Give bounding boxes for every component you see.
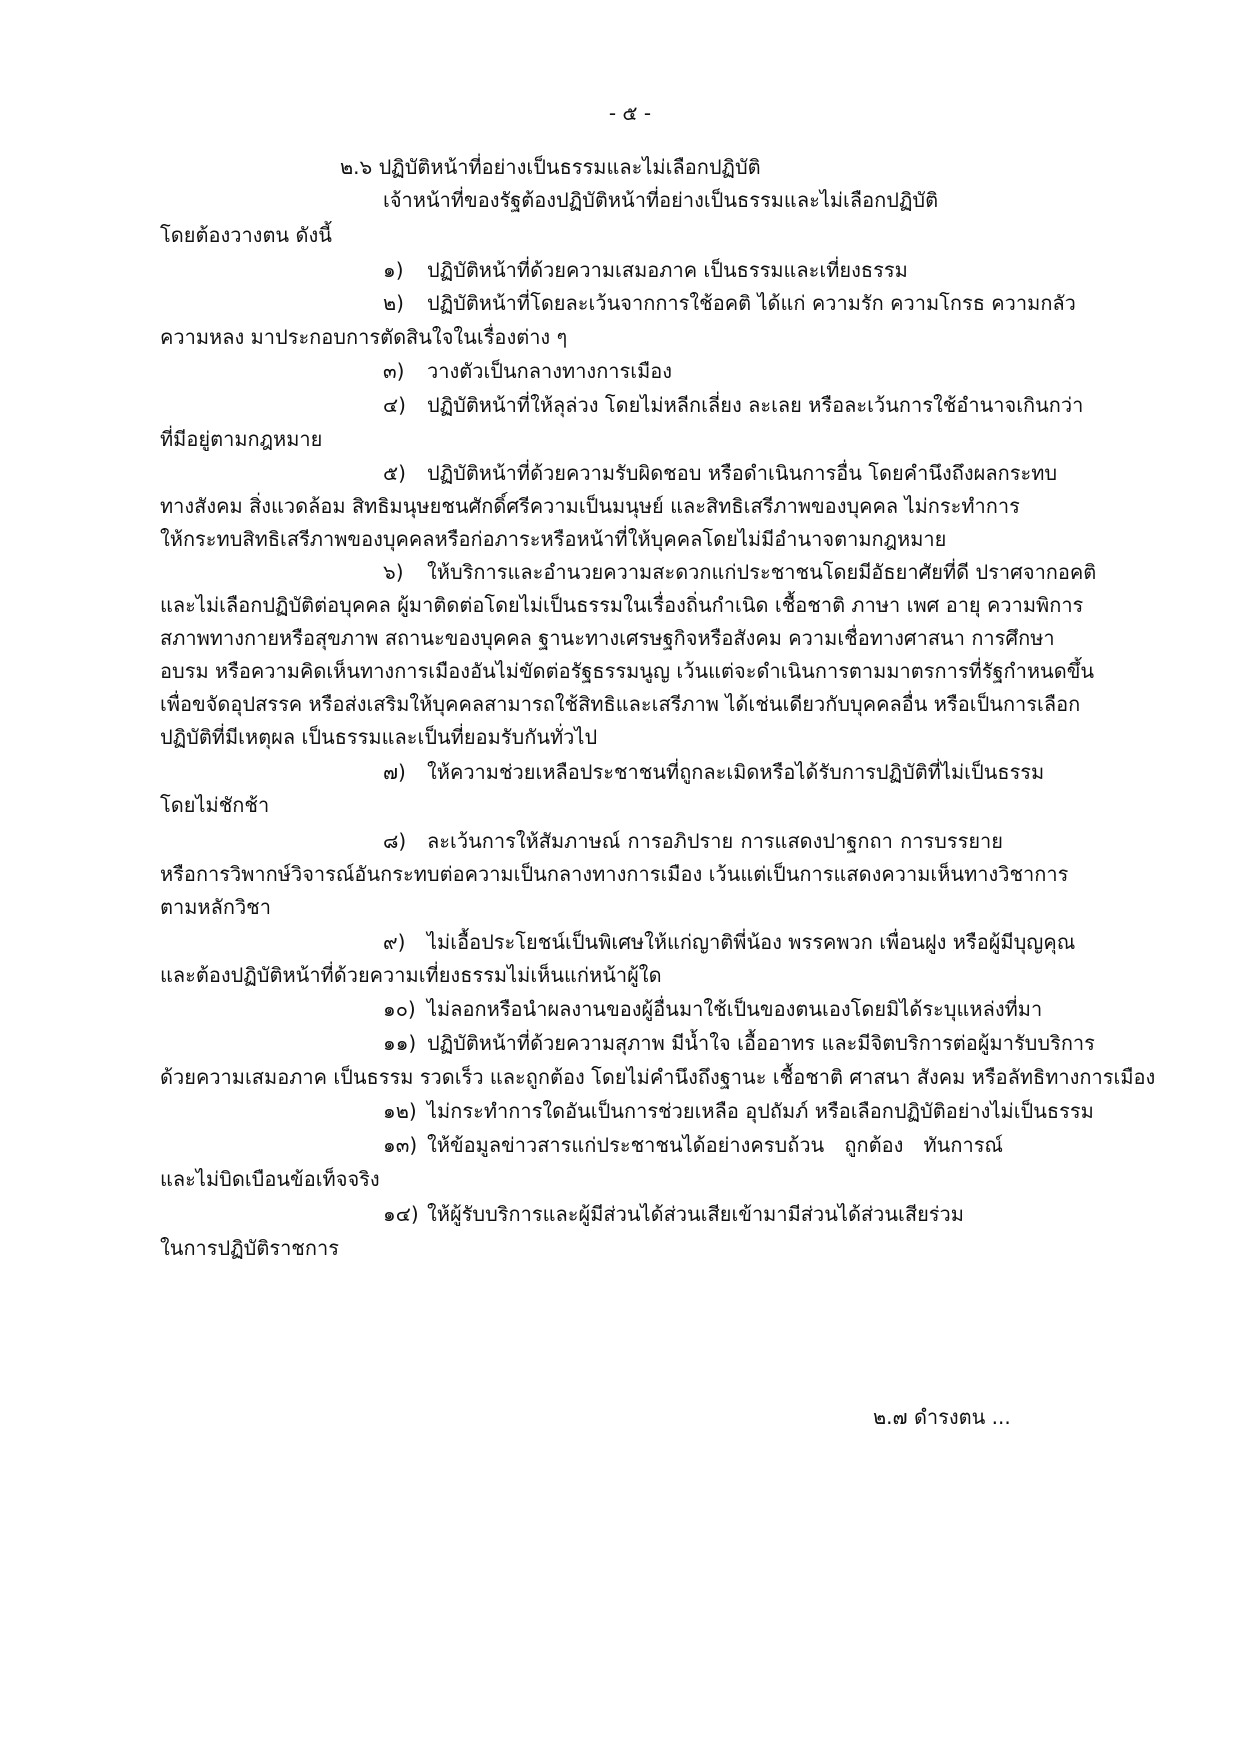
list-item-2 <box>383 288 1076 318</box>
item-8-line-3: ตามหลักวิชา <box>160 895 271 919</box>
item-number: ๗) <box>383 760 406 784</box>
item-text: ไม่เอื้อประโยชน์เป็นพิเศษให้แก่ญาติพี่น้อง พรรคพวก เพื่อนฝูง หรือผู้มีบุญคุณ <box>427 930 1076 954</box>
item-text: ปฏิบัติหน้าที่ด้วยความสุภาพ มีน้ำใจ เอื้ออาทร และมีจิตบริการต่อผู้มารับบริการ <box>427 1031 1095 1055</box>
item-number: ๖) <box>383 560 404 584</box>
item-7-line-2: โดยไม่ชักช้า <box>160 793 270 817</box>
continuation-note: ๒.๗ ดำรงตน ... <box>873 1405 1011 1429</box>
item-5-line-3: ให้กระทบสิทธิเสรีภาพของบุคคลหรือก่อภาระหรือหน้าที่ให้บุคคลโดยไม่มีอำนาจตามกฎหมาย <box>160 527 947 551</box>
item-number: ๑๒) <box>383 1099 417 1123</box>
item-number: ๒) <box>383 291 404 315</box>
list-item-13 <box>383 1130 1003 1160</box>
list-item-3 <box>383 356 672 386</box>
item-number: ๑๐) <box>383 997 416 1021</box>
item-text: ปฏิบัติหน้าที่ให้ลุล่วง โดยไม่หลีกเลี่ยง ละเลย หรือละเว้นการใช้อำนาจเกินกว่า <box>427 393 1084 417</box>
page-number: - ๕ - <box>608 101 652 125</box>
item-number: ๑๑) <box>383 1031 417 1055</box>
section-heading: ๒.๖ ปฏิบัติหน้าที่อย่างเป็นธรรมและไม่เลือกปฏิบัติ <box>340 155 761 179</box>
item-6-line-3: สภาพทางกายหรือสุขภาพ สถานะของบุคคล ฐานะทางเศรษฐกิจหรือสังคม ความเชื่อทางศาสนา การศึกษา <box>160 626 1055 650</box>
item-6-line-5: เพื่อขจัดอุปสรรค หรือส่งเสริมให้บุคคลสามารถใช้สิทธิและเสรีภาพ ได้เช่นเดียวกับบุคคลอื่น หรือเป็นการเลือก <box>160 692 1081 716</box>
list-item-1 <box>383 255 908 285</box>
item-6-line-6: ปฏิบัติที่มีเหตุผล เป็นธรรมและเป็นที่ยอมรับกันทั่วไป <box>160 725 598 749</box>
item-14-line-2: ในการปฏิบัติราชการ <box>160 1236 339 1260</box>
item-9-line-2: และต้องปฏิบัติหน้าที่ด้วยความเที่ยงธรรมไม่เห็นแก่หน้าผู้ใด <box>160 963 662 987</box>
list-item-4 <box>383 390 1084 420</box>
list-item-11 <box>383 1028 1095 1058</box>
item-text: ให้ความช่วยเหลือประชาชนที่ถูกละเมิดหรือได้รับการปฏิบัติที่ไม่เป็นธรรม <box>427 760 1045 784</box>
item-text: ปฏิบัติหน้าที่โดยละเว้นจากการใช้อคติ ได้แก่ ความรัก ความโกรธ ความกลัว <box>427 291 1076 315</box>
list-item-9 <box>383 927 1076 957</box>
list-item-7 <box>383 757 1045 787</box>
item-text: ให้ผู้รับบริการและผู้มีส่วนได้ส่วนเสียเข้ามามีส่วนได้ส่วนเสียร่วม <box>427 1202 964 1226</box>
list-item-10 <box>383 994 1043 1024</box>
item-text: วางตัวเป็นกลางทางการเมือง <box>427 359 673 383</box>
item-5-line-2: ทางสังคม สิ่งแวดล้อม สิทธิมนุษยชนศักดิ์ศรีความเป็นมนุษย์ และสิทธิเสรีภาพของบุคคล ไม่กระทำการ <box>160 494 1020 518</box>
item-number: ๑๔) <box>383 1202 419 1226</box>
item-11-line-2: ด้วยความเสมอภาค เป็นธรรม รวดเร็ว และถูกต้อง โดยไม่คำนึงถึงฐานะ เชื้อชาติ ศาสนา สังคม หรือลัทธิทางการเมือง <box>160 1065 1156 1089</box>
list-item-5 <box>383 458 1058 488</box>
item-number: ๘) <box>383 829 407 853</box>
item-number: ๙) <box>383 930 406 954</box>
item-13-line-2: และไม่บิดเบือนข้อเท็จจริง <box>160 1167 380 1191</box>
item-text: ไม่ลอกหรือนำผลงานของผู้อื่นมาใช้เป็นของตนเองโดยมิได้ระบุแหล่งที่มา <box>427 997 1043 1021</box>
item-8-line-2: หรือการวิพากษ์วิจารณ์อันกระทบต่อความเป็นกลางทางการเมือง เว้นแต่เป็นการแสดงความเห็นทางวิชาการ <box>160 862 1069 886</box>
item-text: ปฏิบัติหน้าที่ด้วยความรับผิดชอบ หรือดำเนินการอื่น โดยคำนึงถึงผลกระทบ <box>427 461 1058 485</box>
item-number: ๑) <box>383 258 404 282</box>
item-2-line-2: ความหลง มาประกอบการตัดสินใจในเรื่องต่าง ๆ <box>160 325 568 349</box>
item-text: ไม่กระทำการใดอันเป็นการช่วยเหลือ อุปถัมภ์ หรือเลือกปฏิบัติอย่างไม่เป็นธรรม <box>427 1099 1094 1123</box>
item-text: ให้ข้อมูลข่าวสารแก่ประชาชนได้อย่างครบถ้วน ถูกต้อง ทันการณ์ <box>427 1133 1003 1157</box>
item-6-line-4: อบรม หรือความคิดเห็นทางการเมืองอันไม่ขัดต่อรัฐธรรมนูญ เว้นแต่จะดำเนินการตามมาตรการที่รัฐกำหนดขึ้น <box>160 659 1095 683</box>
item-4-line-2: ที่มีอยู่ตามกฎหมาย <box>160 427 323 451</box>
item-number: ๕) <box>383 461 406 485</box>
item-6-line-2: และไม่เลือกปฏิบัติต่อบุคคล ผู้มาติดต่อโดยไม่เป็นธรรมในเรื่องถิ่นกำเนิด เชื้อชาติ ภาษา เพศ อายุ ความพิการ <box>160 593 1084 617</box>
item-text: ให้บริการและอำนวยความสะดวกแก่ประชาชนโดยมีอัธยาศัยที่ดี ปราศจากอคติ <box>427 560 1097 584</box>
list-item-14 <box>383 1199 1003 1229</box>
item-number: ๑๓) <box>383 1133 418 1157</box>
item-text: ปฏิบัติหน้าที่ด้วยความเสมอภาค เป็นธรรมและเที่ยงธรรม <box>427 258 908 282</box>
list-item-8 <box>383 826 1003 856</box>
intro-line-1: เจ้าหน้าที่ของรัฐต้องปฏิบัติหน้าที่อย่างเป็นธรรมและไม่เลือกปฏิบัติ <box>383 188 939 212</box>
intro-line-2: โดยต้องวางตน ดังนี้ <box>160 223 332 247</box>
list-item-12 <box>383 1096 1094 1126</box>
item-text: ละเว้นการให้สัมภาษณ์ การอภิปราย การแสดงปาฐกถา การบรรยาย <box>427 829 1003 853</box>
item-number: ๔) <box>383 393 406 417</box>
item-number: ๓) <box>383 359 405 383</box>
list-item-6 <box>383 557 1097 587</box>
